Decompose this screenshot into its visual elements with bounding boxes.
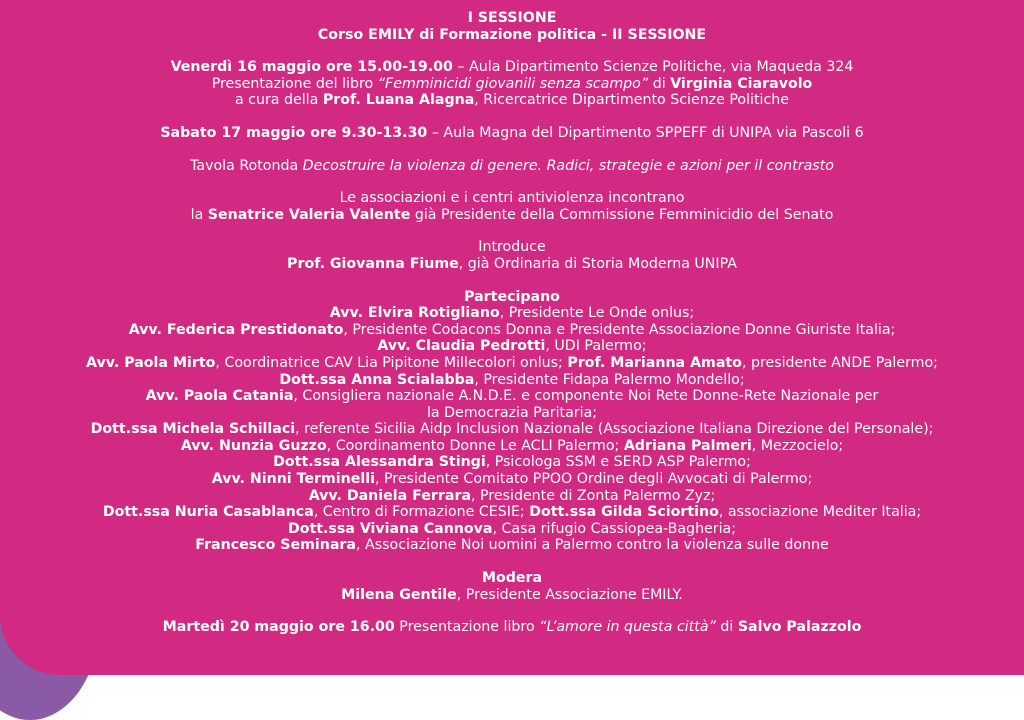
participant-line xyxy=(0,338,1024,355)
participant-name: Dott.ssa Michela Schillaci xyxy=(90,421,296,438)
participant-line xyxy=(0,504,1024,521)
participant-line xyxy=(0,438,1024,455)
participant-role: , Associazione Noi uomini a Palermo contro la violenza sulle donne xyxy=(356,537,829,554)
participant-line xyxy=(0,537,1024,554)
event1-date-line xyxy=(0,59,1024,76)
event3-author: Salvo Palazzolo xyxy=(737,619,862,636)
participant-role: , Presidente di Zonta Palermo Zyz; xyxy=(471,487,716,504)
event3-line xyxy=(0,619,1024,636)
course-title: Corso EMILY di Formazione politica - II SESSIONE xyxy=(317,26,707,43)
session-heading xyxy=(0,10,1024,27)
event1-book-by: di xyxy=(648,75,671,92)
participant-role: , Psicologa SSM e SERD ASP Palermo; xyxy=(485,454,751,471)
participant-line xyxy=(0,322,1024,339)
event1-cura-role: , Ricercatrice Dipartimento Scienze Politiche xyxy=(474,92,790,109)
event3-by: di xyxy=(715,619,738,636)
participant-role: , Presidente Codacons Donna e Presidente Associazione Donne Giuriste Italia; xyxy=(343,321,896,338)
participant-line xyxy=(0,488,1024,505)
participant-role: la Democrazia Paritaria; xyxy=(426,404,598,421)
participant-role: , Presidente Le Onde onlus; xyxy=(499,305,695,322)
participant-line xyxy=(0,405,1024,422)
participant-role: , Casa rifugio Cassiopea-Bagheria; xyxy=(492,520,737,537)
participant-name: Dott.ssa Gilda Sciortino xyxy=(529,504,719,521)
participant-role: , Presidente Fidapa Palermo Mondello; xyxy=(474,371,745,388)
participant-line xyxy=(0,355,1024,372)
participant-name: Avv. Ninni Terminelli xyxy=(211,471,375,488)
participant-line xyxy=(0,421,1024,438)
participant-line xyxy=(0,305,1024,322)
introduce-label: Introduce xyxy=(478,239,546,256)
senator-pre: la xyxy=(190,206,208,223)
tavola-line xyxy=(0,158,1024,175)
event1-book-author: Virginia Ciaravolo xyxy=(670,75,813,92)
event1-date: Venerdì 16 maggio ore 15.00-19.00 xyxy=(170,59,453,76)
senator-name: Senatrice Valeria Valente xyxy=(207,206,411,223)
participant-name: Francesco Seminara xyxy=(195,537,356,554)
participant-role: , Centro di Formazione CESIE; xyxy=(313,504,530,521)
event1-place: – Aula Dipartimento Scienze Politiche, via Maqueda 324 xyxy=(452,59,854,76)
participant-name: Dott.ssa Viviana Cannova xyxy=(287,520,493,537)
assoc-line xyxy=(0,190,1024,207)
participant-name: Adriana Palmeri xyxy=(623,437,752,454)
event1-cura-line xyxy=(0,92,1024,109)
introduce-line xyxy=(0,256,1024,273)
course-heading xyxy=(0,27,1024,44)
event3-date: Martedì 20 maggio ore 16.00 xyxy=(162,619,395,636)
participants-title: Partecipano xyxy=(464,288,560,305)
event1-book-intro: Presentazione del libro xyxy=(211,75,378,92)
poster-content xyxy=(0,10,1024,636)
moderator-line xyxy=(0,587,1024,604)
participant-role: , presidente ANDE Palermo; xyxy=(741,354,938,371)
introduce-name: Prof. Giovanna Fiume xyxy=(287,255,459,272)
participant-line xyxy=(0,388,1024,405)
event3-title: “L’amore in questa città” xyxy=(539,619,716,636)
participant-line xyxy=(0,454,1024,471)
event3-text: Presentazione libro xyxy=(394,619,540,636)
assoc-text: Le associazioni e i centri antiviolenza incontrano xyxy=(339,190,685,207)
moderator-label: Modera xyxy=(481,570,543,587)
moderator-name: Milena Gentile xyxy=(341,586,457,603)
event2-date-line xyxy=(0,125,1024,142)
introduce-label-line xyxy=(0,239,1024,256)
participant-name: Prof. Marianna Amato xyxy=(567,354,742,371)
participant-line xyxy=(0,521,1024,538)
participant-role: , referente Sicilia Aidp Inclusion Nazionale (Associazione Italiana Direzione del Personale); xyxy=(295,421,934,438)
participant-role: , associazione Mediter Italia; xyxy=(718,504,922,521)
participant-name: Avv. Federica Prestidonato xyxy=(128,321,344,338)
event1-cura-pre: a cura della xyxy=(234,92,323,109)
moderator-label-line xyxy=(0,570,1024,587)
participants-heading xyxy=(0,289,1024,306)
participant-name: Avv. Nunzia Guzzo xyxy=(180,437,327,454)
tavola-pre: Tavola Rotonda xyxy=(190,157,303,174)
event1-cura-name: Prof. Luana Alagna xyxy=(322,92,475,109)
tavola-title: Decostruire la violenza di genere. Radici, strategie e azioni per il contrasto xyxy=(302,157,834,174)
senator-role: già Presidente della Commissione Femminicidio del Senato xyxy=(410,206,834,223)
participant-name: Dott.ssa Anna Scialabba xyxy=(279,371,475,388)
participant-name: Dott.ssa Nuria Casablanca xyxy=(102,504,314,521)
event2-date: Sabato 17 maggio ore 9.30-13.30 xyxy=(160,124,428,141)
senator-line xyxy=(0,207,1024,224)
participant-role: , UDI Palermo; xyxy=(545,338,647,355)
introduce-role: , già Ordinaria di Storia Moderna UNIPA xyxy=(458,255,737,272)
participant-line xyxy=(0,471,1024,488)
participant-name: Avv. Paola Mirto xyxy=(86,354,216,371)
participant-name: Avv. Paola Catania xyxy=(145,388,294,405)
participant-role: , Coordinamento Donne Le ACLI Palermo; xyxy=(326,437,624,454)
event2-place: – Aula Magna del Dipartimento SPPEFF di UNIPA via Pascoli 6 xyxy=(427,124,864,141)
participants-list xyxy=(0,305,1024,554)
session-title: I SESSIONE xyxy=(467,10,557,26)
participant-name: Avv. Elvira Rotigliano xyxy=(329,305,500,322)
participant-name: Avv. Claudia Pedrotti xyxy=(377,338,546,355)
participant-role: , Consigliera nazionale A.N.D.E. e componente Noi Rete Donne-Rete Nazionale per xyxy=(293,388,879,405)
participant-name: Dott.ssa Alessandra Stingi xyxy=(273,454,486,471)
participant-role: , Coordinatrice CAV Lia Pipitone Millecolori onlus; xyxy=(215,354,568,371)
event1-book-line xyxy=(0,76,1024,93)
participant-line xyxy=(0,372,1024,389)
event1-book-title: “Femminicidi giovanili senza scampo” xyxy=(377,75,649,92)
participant-name: Avv. Daniela Ferrara xyxy=(308,487,472,504)
participant-role: , Mezzocielo; xyxy=(751,437,844,454)
moderator-role: , Presidente Associazione EMILY. xyxy=(456,586,683,603)
participant-role: , Presidente Comitato PPOO Ordine degli Avvocati di Palermo; xyxy=(374,471,813,488)
